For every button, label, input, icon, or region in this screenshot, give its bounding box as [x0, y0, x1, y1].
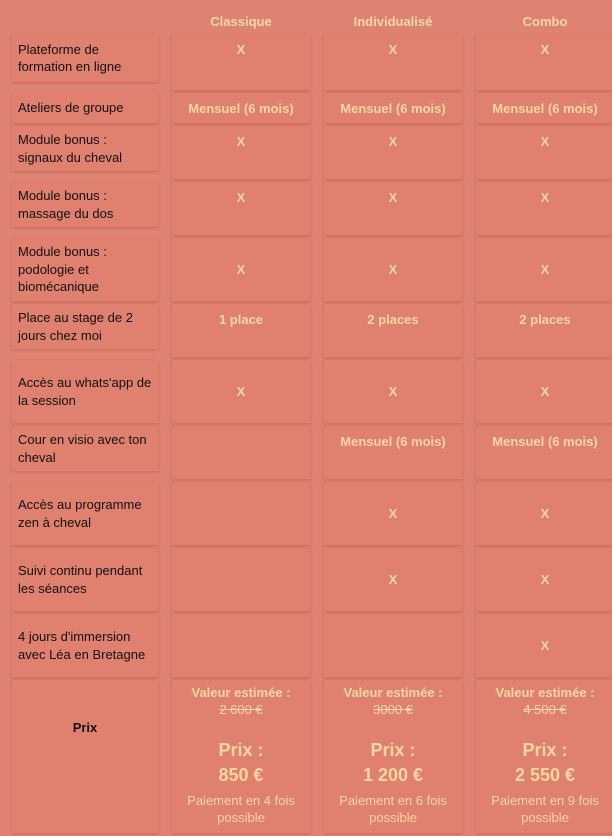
old-value: 3000 €: [373, 702, 413, 717]
row-value: 2 places: [476, 304, 612, 357]
prix-title: Prix :: [522, 740, 568, 760]
row-value: X: [324, 34, 462, 90]
estimate-label: Valeur estimée :: [191, 685, 291, 700]
prix-title: Prix :: [218, 740, 264, 760]
row-value: X: [476, 482, 612, 545]
row-value: 2 places: [324, 304, 462, 357]
row-label-ateliers: Ateliers de groupe: [12, 93, 158, 123]
price-amount: 2 550 €: [514, 765, 576, 785]
payment-note: Paiement en 6 fois possible: [339, 793, 447, 825]
row-value: Mensuel (6 mois): [172, 93, 310, 123]
price-individualise: [324, 680, 462, 833]
row-value: X: [476, 614, 612, 677]
row-value: X: [476, 34, 612, 90]
price-classique: [172, 680, 310, 833]
row-value: X: [172, 34, 310, 90]
row-value: [172, 548, 310, 611]
row-value: X: [476, 548, 612, 611]
row-label-signaux: Module bonus : signaux du cheval: [12, 126, 158, 171]
old-value: 4 500 €: [523, 702, 567, 717]
row-label-suivi: Suivi continu pendant les séances: [12, 548, 158, 611]
header-individualise: Individualisé: [353, 13, 433, 29]
old-value: 2 600 €: [219, 702, 263, 717]
row-value: X: [172, 126, 310, 179]
row-value: X: [172, 182, 310, 235]
row-value: [324, 614, 462, 677]
row-value: Mensuel (6 mois): [324, 93, 462, 123]
row-value: X: [476, 238, 612, 301]
estimate-label: Valeur estimée :: [343, 685, 443, 700]
row-value: X: [476, 182, 612, 235]
row-value: Mensuel (6 mois): [476, 93, 612, 123]
row-value: X: [324, 238, 462, 301]
row-value: [172, 426, 310, 479]
row-value: X: [172, 238, 310, 301]
row-value: X: [172, 360, 310, 423]
price-amount: 850 €: [218, 765, 264, 785]
header-classique: Classique: [210, 13, 272, 29]
row-value: X: [324, 482, 462, 545]
row-label-whatsapp: Accès au whats'app de la session: [12, 360, 158, 423]
row-value: Mensuel (6 mois): [324, 426, 462, 479]
row-value: X: [476, 126, 612, 179]
header-empty: [12, 8, 158, 34]
row-label-podologie: Module bonus : podologie et biomécanique: [12, 238, 158, 301]
estimate-label: Valeur estimée :: [495, 685, 595, 700]
row-value: X: [324, 182, 462, 235]
row-value: X: [324, 548, 462, 611]
payment-note: Paiement en 4 fois possible: [187, 793, 295, 825]
price-amount: 1 200 €: [362, 765, 424, 785]
row-value: 1 place: [172, 304, 310, 357]
row-label-stage: Place au stage de 2 jours chez moi: [12, 304, 158, 349]
row-label-plateforme: Plateforme de formation en ligne: [12, 34, 158, 82]
row-value: [172, 614, 310, 677]
header-combo: Combo: [522, 13, 568, 29]
prix-label: Prix: [12, 680, 158, 833]
row-label-visio: Cour en visio avec ton cheval: [12, 426, 158, 471]
row-label-immersion: 4 jours d'immersion avec Léa en Bretagne: [12, 614, 158, 677]
payment-note: Paiement en 9 fois possible: [491, 793, 599, 825]
prix-title: Prix :: [370, 740, 416, 760]
row-label-massage: Module bonus : massage du dos: [12, 182, 158, 227]
row-value: Mensuel (6 mois): [476, 426, 612, 479]
row-value: [172, 482, 310, 545]
row-value: X: [324, 360, 462, 423]
row-label-zen: Accès au programme zen à cheval: [12, 482, 158, 545]
price-combo: [476, 680, 612, 833]
row-value: X: [324, 126, 462, 179]
row-value: X: [476, 360, 612, 423]
